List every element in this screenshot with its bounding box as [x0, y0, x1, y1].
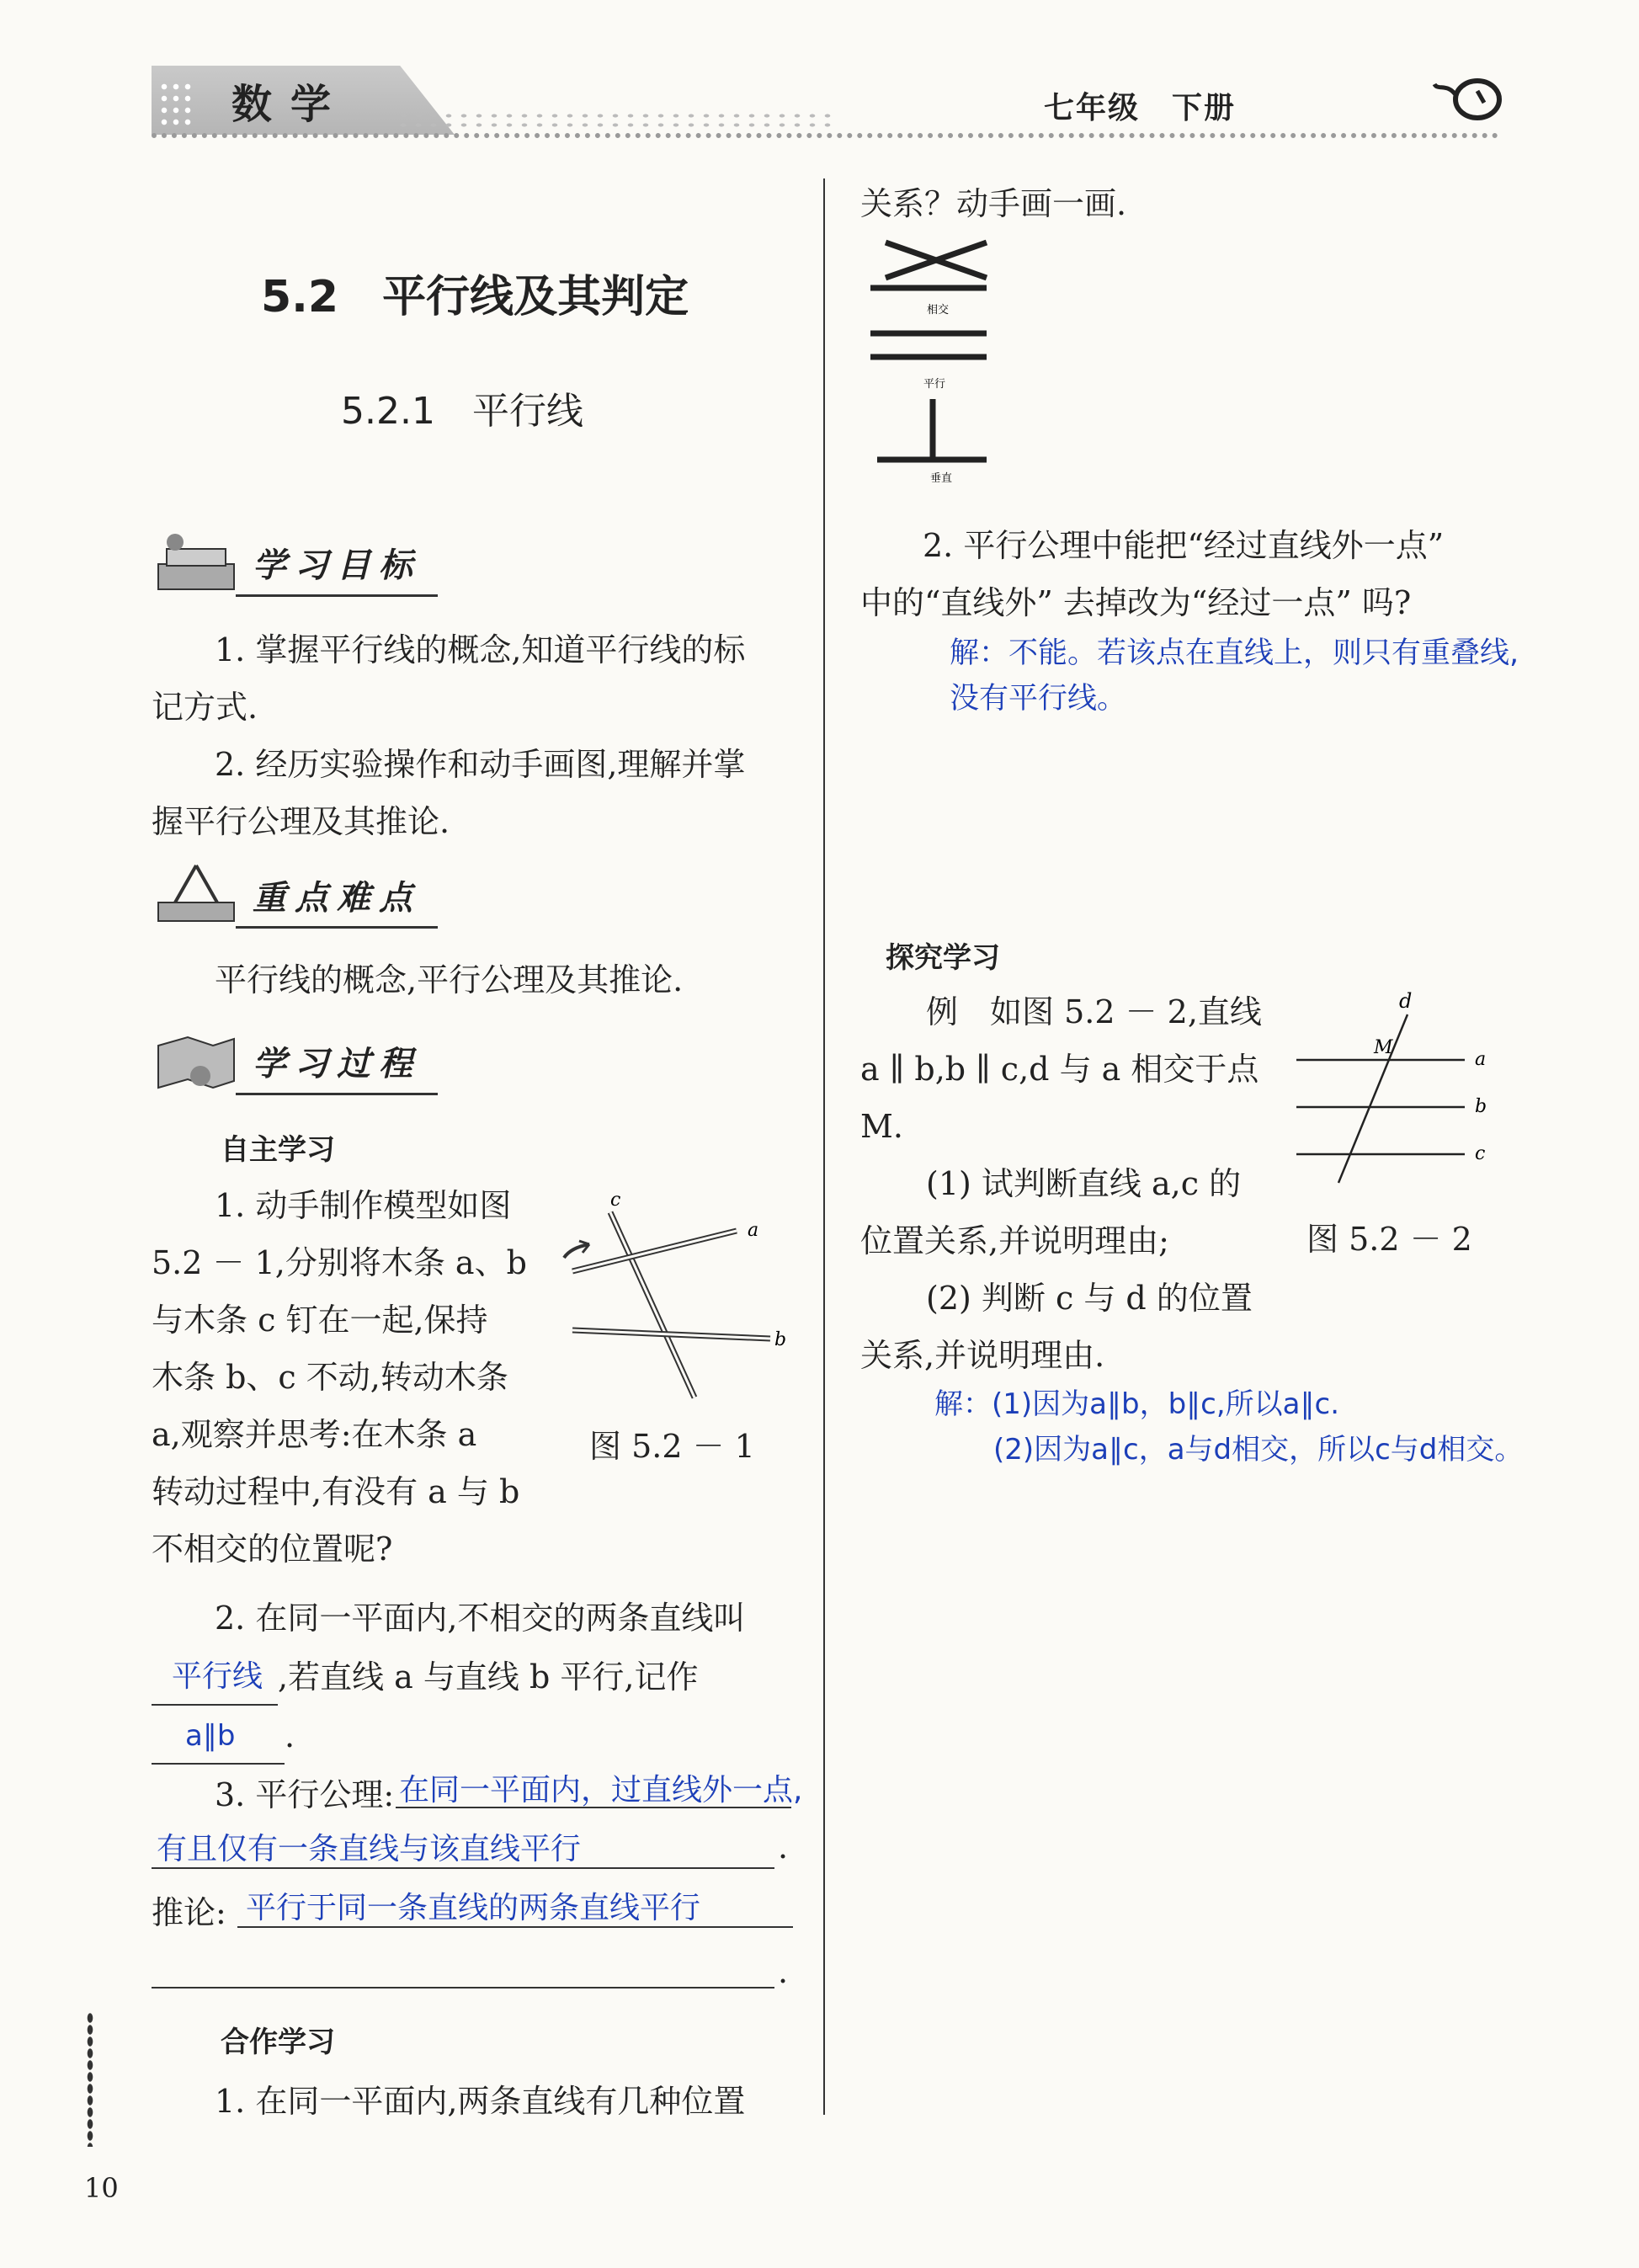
heading-rule — [236, 594, 438, 597]
q1-line: 转动过程中,有没有 a 与 b — [152, 1473, 520, 1510]
example-line: (2) 判断 c 与 d 的位置 — [926, 1280, 1253, 1317]
fig2-label-m: M — [1374, 1037, 1393, 1058]
answer-parallel-axiom-1: 在同一平面内，过直线外一点, — [399, 1773, 803, 1807]
q2-end: . — [285, 1717, 295, 1754]
subsection-title: 5.2.1 平行线 — [341, 390, 583, 433]
example-line: (1) 试判断直线 a,c 的 — [926, 1165, 1242, 1202]
label-intersect: 相交 — [926, 304, 950, 317]
answer-parallel-axiom-2: 有且仅有一条直线与该直线平行 — [157, 1832, 582, 1866]
coop-answer-2: 没有平行线。 — [950, 682, 1127, 716]
self-study-q1 — [152, 1177, 556, 1578]
fig1-label-a: a — [748, 1220, 759, 1241]
answer-corollary: 平行于同一条直线的两条直线平行 — [246, 1891, 701, 1925]
q1-line: a,观察并思考:在木条 a — [152, 1416, 477, 1453]
fig2-label-d: d — [1399, 989, 1413, 1013]
header-subject: 数学 — [231, 81, 350, 128]
answer-parallel-lines: 平行线 — [172, 1659, 263, 1694]
self-study-q2-prefix: 2. 在同一平面内,不相交的两条直线叫 — [215, 1600, 746, 1637]
section-title: 5.2 平行线及其判定 — [261, 272, 689, 322]
example-line: M. — [860, 1108, 903, 1145]
coop-q1-line2: 关系？动手画一画. — [860, 185, 1127, 222]
example-line: 位置关系,并说明理由; — [860, 1222, 1169, 1259]
label-explore: 探究学习 — [886, 941, 1000, 975]
q1-line: 与木条 c 钉在一起,保持 — [152, 1302, 488, 1339]
heading-process: 学习过程 — [253, 1045, 421, 1083]
key-points-text: 平行线的概念,平行公理及其推论. — [215, 961, 684, 998]
answer-blank — [152, 1659, 278, 1706]
margin-dots-decoration — [87, 2012, 93, 2147]
example-line: 例 如图 5.2 － 2,直线 — [926, 993, 1262, 1030]
fig2-label-b: b — [1475, 1096, 1487, 1117]
fig1-caption: 图 5.2 － 1 — [589, 1428, 755, 1465]
coop-answer-1: 解：不能。若该点在直线上，则只有重叠线, — [950, 636, 1519, 670]
coop-q1-line1: 1. 在同一平面内,两条直线有几种位置 — [215, 2083, 746, 2120]
q3-end: . — [778, 1829, 789, 1866]
books-icon — [150, 530, 242, 598]
corollary-end: . — [778, 1953, 789, 1990]
corollary-prefix: 推论: — [152, 1894, 226, 1931]
figure-line-relations — [860, 234, 1012, 495]
figure-5-2-1 — [547, 1187, 800, 1414]
example-line: a ∥ b,b ∥ c,d 与 a 相交于点 — [860, 1051, 1259, 1088]
goals-list — [152, 621, 808, 850]
self-study-q3 — [215, 1766, 394, 1823]
explore-answer-2: (2)因为a∥c，a与d相交，所以c与d相交。 — [993, 1433, 1524, 1467]
self-study-q2-line — [152, 1648, 825, 1706]
header-dots-decoration — [396, 111, 833, 130]
heading-rule — [236, 926, 438, 929]
q3-prefix: 3. 平行公理: — [215, 1776, 395, 1813]
heading-key-points: 重点难点 — [253, 879, 421, 918]
fig2-label-a: a — [1475, 1049, 1487, 1070]
heading-goals: 学习目标 — [253, 546, 421, 585]
map-icon — [150, 1029, 242, 1096]
explore-example — [860, 983, 1281, 1384]
q1-line: 不相交的位置呢? — [152, 1531, 393, 1568]
header-dots-decoration — [158, 81, 192, 127]
fig1-label-b: b — [774, 1329, 787, 1350]
fig2-label-c: c — [1475, 1143, 1486, 1164]
compass-icon — [150, 860, 242, 928]
column-divider — [823, 178, 825, 2115]
q1-line: 5.2 － 1,分别将木条 a、b — [152, 1244, 527, 1281]
label-perpendicular: 垂直 — [929, 472, 953, 485]
explore-answer-1: 解：(1)因为a∥b，b∥c,所以a∥c. — [934, 1387, 1339, 1421]
example-line: 关系,并说明理由. — [860, 1337, 1105, 1374]
header-grade: 七年级 下册 — [1044, 91, 1237, 125]
header-rule — [152, 133, 1498, 138]
label-coop-study: 合作学习 — [221, 2026, 335, 2059]
goal-line: 2. 经历实验操作和动手画图,理解并掌 — [215, 746, 746, 783]
self-study-q2-line2 — [152, 1707, 295, 1765]
fig1-label-c: c — [610, 1190, 621, 1211]
fig2-caption: 图 5.2 － 2 — [1306, 1221, 1472, 1258]
goal-line: 1. 掌握平行线的概念,知道平行线的标 — [215, 631, 746, 668]
goal-line: 握平行公理及其推论. — [152, 803, 450, 840]
q1-line: 1. 动手制作模型如图 — [215, 1187, 512, 1224]
coop-q2-line2: 中的“直线外” 去掉改为“经过一点” 吗? — [860, 584, 1412, 621]
q1-line: 木条 b、c 不动,转动木条 — [152, 1359, 508, 1396]
answer-blank — [152, 1953, 774, 1988]
goal-line: 记方式. — [152, 689, 258, 726]
heading-rule — [236, 1093, 438, 1095]
label-self-study: 自主学习 — [221, 1133, 335, 1167]
answer-blank — [152, 1721, 285, 1765]
label-parallel: 平行 — [923, 378, 946, 391]
q2-mid-text: ,若直线 a 与直线 b 平行,记作 — [278, 1658, 699, 1696]
coop-q2-line1: 2. 平行公理中能把“经过直线外一点” — [923, 527, 1445, 564]
answer-notation: a∥b — [185, 1719, 236, 1753]
page-number: 10 — [84, 2172, 119, 2204]
mouse-logo-icon — [1431, 66, 1507, 125]
figure-5-2-2 — [1288, 989, 1507, 1191]
